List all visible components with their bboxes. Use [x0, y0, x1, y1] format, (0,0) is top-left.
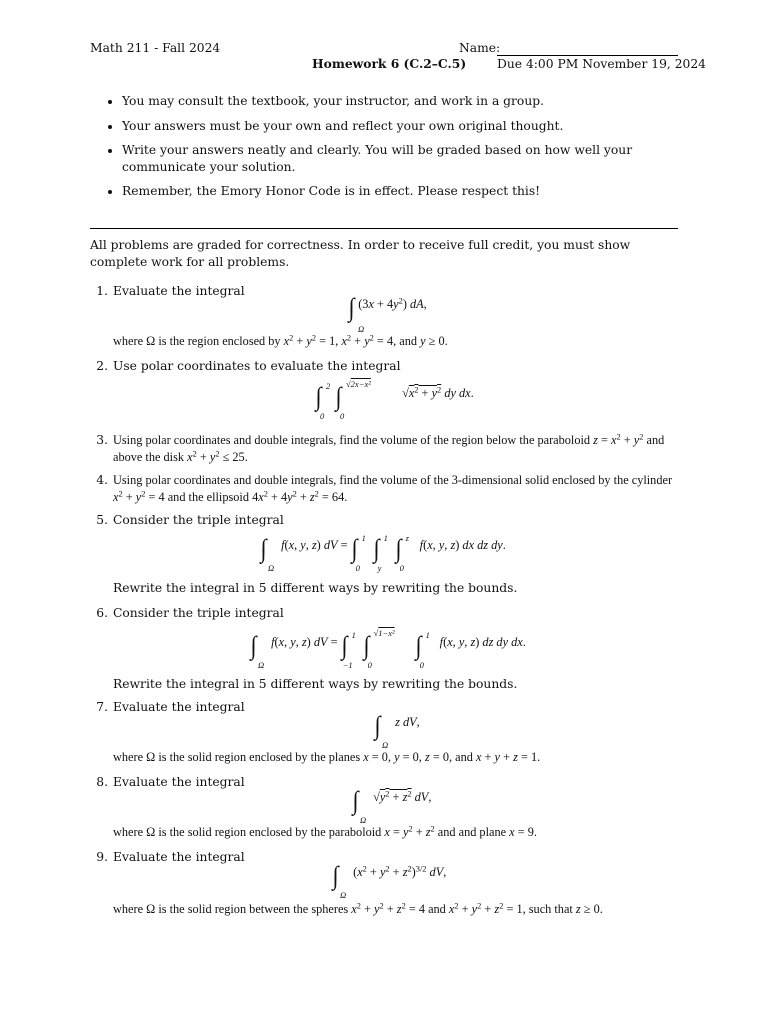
problem-number: 5.	[96, 513, 108, 527]
due-date: Due 4:00 PM November 19, 2024	[497, 57, 707, 71]
problem-number: 4.	[96, 473, 108, 487]
instruction-item: • Remember, the Emory Honor Code is in effect. Please respect this!	[122, 183, 694, 200]
problem-number: 1.	[96, 284, 108, 298]
display-equation: ∫ 2 0 ∫ √2x−x² 0 $√x^2 + y^2$ dy dx.	[315, 379, 474, 421]
problem-text: Consider the triple integral	[113, 513, 284, 527]
problem-text: Evaluate the integral	[113, 700, 245, 714]
display-equation: ∫ Ω $√y^2 + z^2$ dV,	[352, 786, 432, 825]
course-label: Math 211 - Fall 2024	[90, 41, 221, 55]
problem-condition: where Ω is the solid region enclosed by the paraboloid $x = y^2 + z^2$ and and plane x = 9.	[113, 824, 537, 839]
display-equation: ∫ Ω z dV,	[374, 711, 420, 750]
instruction-list	[106, 93, 694, 208]
problem-number: 3.	[96, 433, 108, 447]
problem-condition: where Ω is the solid region enclosed by the planes x = 0, y = 0, z = 0, and x + y + z = 1.	[113, 750, 541, 764]
problem-text: Consider the triple integral	[113, 606, 284, 620]
problem-2	[90, 358, 678, 428]
problem-number: 6.	[96, 606, 108, 620]
display-equation: ∫ Ω $(3x + 4y^2)$ dA,	[348, 293, 427, 334]
problem-3	[90, 432, 678, 468]
display-equation: ∫ Ω f(x, y, z) dV = ∫ 1 −1 ∫ √1−x² 0 ∫ 1 0 f(x, y, z) dz dy dx.	[250, 628, 526, 670]
page-title: Homework 6 (C.2–C.5)	[312, 56, 467, 71]
problem-number: 9.	[96, 850, 108, 864]
problem-text: Using polar coordinates and double integrals, find the volume of the 3-dimensional solid enclosed by the cylinder $x^2 + y^2 = 4$ and the ellipsoid $4x^2 + 4y^2 + z^2 = 64$.	[113, 473, 673, 504]
instruction-item: • Write your answers neatly and clearly. You will be graded based on how well your communicate your solution.	[122, 142, 694, 175]
divider-rule	[90, 228, 678, 229]
problem-4	[90, 472, 678, 508]
problem-text: Evaluate the integral	[113, 775, 245, 789]
problem-text: Using polar coordinates and double integrals, find the volume of the region below the paraboloid $z = x^2 + y^2$ and above the disk $x^2 + y^2 \le 25$.	[113, 432, 665, 464]
problem-followup: Rewrite the integral in 5 different ways by rewriting the bounds.	[113, 581, 518, 595]
problem-text: Evaluate the integral	[113, 284, 245, 298]
display-equation: ∫ Ω $(x^2 + y^2 + z^2)^{3/2}$ dV,	[332, 861, 447, 900]
instruction-item: • Your answers must be your own and reflect your own original thought.	[122, 118, 694, 135]
problem-5	[90, 512, 678, 602]
problem-8	[90, 774, 678, 846]
problem-text: Use polar coordinates to evaluate the integral	[113, 359, 401, 373]
problem-number: 8.	[96, 775, 108, 789]
problem-6	[90, 605, 678, 700]
problem-condition: where Ω is the region enclosed by $x^2 + y^2 = 1$, $x^2 + y^2 = 4$, and y ≥ 0.	[113, 333, 448, 348]
problem-text: Evaluate the integral	[113, 850, 245, 864]
problem-number: 7.	[96, 700, 108, 714]
problem-1	[90, 283, 678, 353]
intro-text: All problems are graded for correctness. In order to receive full credit, you must show complete work for all problems.	[90, 238, 631, 269]
problem-9	[90, 849, 678, 921]
problem-condition: where Ω is the solid region between the spheres $x^2 + y^2 + z^2 = 4$ and $x^2 + y^2 + z^2 = 1$, such that z ≥ 0.	[113, 901, 603, 916]
instruction-item: • You may consult the textbook, your instructor, and work in a group.	[122, 93, 694, 110]
display-equation: ∫ Ω f(x, y, z) dV = ∫ 1 0 ∫ 1 y ∫ z 0 f(x, y, z) dx dz dy.	[260, 533, 506, 573]
name-label: Name:	[459, 41, 501, 55]
problem-7	[90, 699, 678, 771]
problem-number: 2.	[96, 359, 108, 373]
problem-followup: Rewrite the integral in 5 different ways by rewriting the bounds.	[113, 677, 518, 691]
